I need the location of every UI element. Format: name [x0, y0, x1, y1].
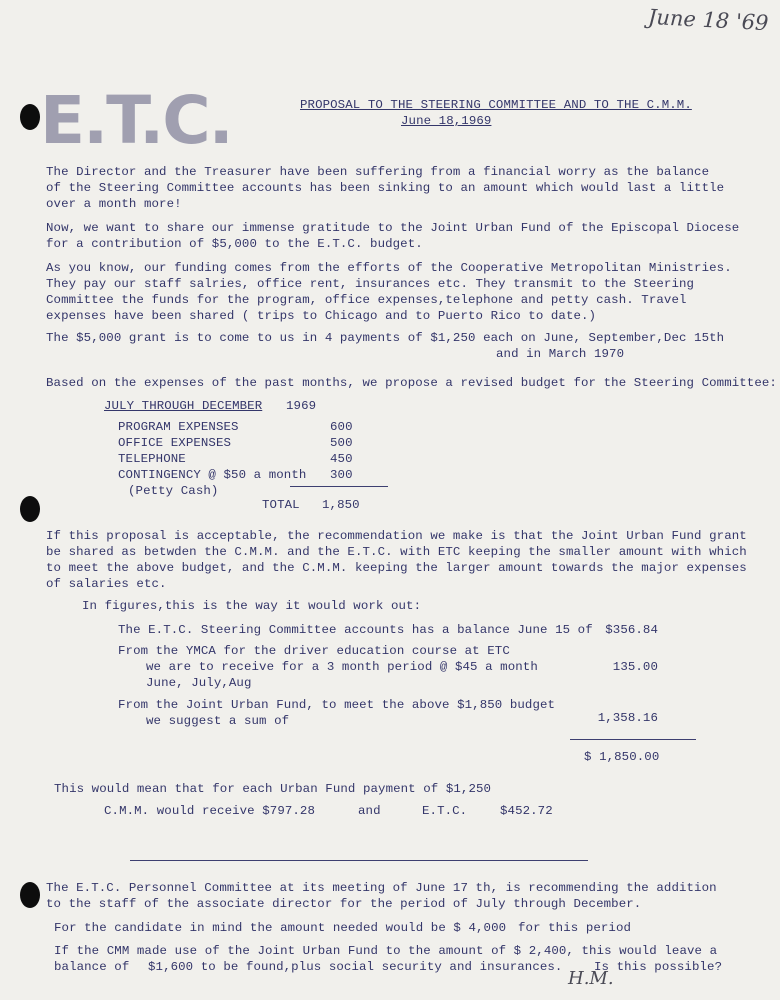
punch-hole	[20, 496, 40, 522]
budget-item-label: PROGRAM EXPENSES	[118, 420, 239, 434]
paragraph-line: The $5,000 grant is to come to us in 4 payments of $1,250 each on June, September,Dec 15th	[46, 331, 725, 345]
budget-contingency-note: (Petty Cash)	[128, 484, 219, 498]
paragraph-line: over a month more!	[46, 197, 182, 211]
budget-item-amount: 500	[330, 436, 353, 450]
paragraph-line: to meet the above budget, and the C.M.M. keeping the larger amount towards the major expenses	[46, 561, 747, 575]
paragraph-line: of the Steering Committee accounts has been sinking to an amount which would last a little	[46, 181, 725, 195]
figures-amount: 135.00	[612, 660, 658, 674]
figures-line: The E.T.C. Steering Committee accounts has a balance June 15 of	[118, 623, 593, 637]
paragraph-line: $1,600 to be found,plus social security and insurances.	[148, 960, 563, 974]
budget-item-amount: 450	[330, 452, 353, 466]
figures-amount: $356.84	[605, 623, 658, 637]
paragraph-line: As you know, our funding comes from the efforts of the Cooperative Metropolitan Ministries.	[46, 261, 732, 275]
paragraph-line: They pay our staff salries, office rent, insurances etc. They transmit to the Steering	[46, 277, 695, 291]
split-cmm: C.M.M. would receive $797.28	[104, 804, 315, 818]
budget-period: JULY THROUGH DECEMBER	[104, 399, 263, 413]
figures-amount: 1,358.16	[597, 711, 658, 725]
paragraph-line: Based on the expenses of the past months, we propose a revised budget for the Steering Committee:	[46, 376, 777, 390]
paragraph-line: to the staff of the associate director for the period of July through December.	[46, 897, 642, 911]
budget-total: 1,850	[322, 498, 360, 512]
paragraph-line: Committee the funds for the program, office expenses,telephone and petty cash. Travel	[46, 293, 687, 307]
punch-hole	[20, 104, 40, 130]
paragraph-line: balance of	[54, 960, 130, 974]
paragraph-line: Now, we want to share our immense gratitude to the Joint Urban Fund of the Episcopal Diocese	[46, 221, 740, 235]
figures-sum-rule	[570, 739, 696, 740]
budget-year: 1969	[286, 399, 317, 413]
figures-line: From the Joint Urban Fund, to meet the above $1,850 budget	[118, 698, 556, 712]
document-title: PROPOSAL TO THE STEERING COMMITTEE AND TO THE C.M.M.	[300, 98, 692, 112]
budget-item-label: CONTINGENCY @ $50 a month	[118, 468, 307, 482]
candidate-period: for this period	[518, 921, 632, 935]
paragraph-line: The Director and the Treasurer have been suffering from a financial worry as the balance	[46, 165, 710, 179]
figures-line: we suggest a sum of	[146, 714, 290, 728]
figures-total: $ 1,850.00	[584, 750, 660, 764]
paragraph-line: for a contribution of $5,000 to the E.T.C. budget.	[46, 237, 423, 251]
split-line: This would mean that for each Urban Fund payment of $1,250	[54, 782, 492, 796]
budget-sum-rule	[290, 486, 388, 487]
budget-item-label: TELEPHONE	[118, 452, 186, 466]
budget-item-label: OFFICE EXPENSES	[118, 436, 232, 450]
handwritten-initials: H.M.	[568, 968, 614, 989]
paragraph-line: If this proposal is acceptable, the recommendation we make is that the Joint Urban Fund grant	[46, 529, 747, 543]
document-date: June 18,1969	[401, 114, 492, 128]
figures-line: From the YMCA for the driver education course at ETC	[118, 644, 510, 658]
section-divider	[130, 860, 588, 861]
closing-question: Is this possible?	[594, 960, 723, 974]
paragraph-line: If the CMM made use of the Joint Urban Fund to the amount of $ 2,400, this would leave a	[54, 944, 718, 958]
figures-line: we are to receive for a 3 month period @ $45 a month	[146, 660, 538, 674]
paragraph-line: be shared as betwden the C.M.M. and the E.T.C. with ETC keeping the smaller amount with which	[46, 545, 747, 559]
split-etc-label: E.T.C.	[422, 804, 468, 818]
budget-item-amount: 600	[330, 420, 353, 434]
split-etc-amount: $452.72	[500, 804, 553, 818]
split-and: and	[358, 804, 381, 818]
punch-hole	[20, 882, 40, 908]
candidate-line: For the candidate in mind the amount needed would be $ 4,000	[54, 921, 507, 935]
etc-logo: E.T.C.	[40, 82, 232, 159]
figures-intro: In figures,this is the way it would work out:	[82, 599, 422, 613]
budget-item-amount: 300	[330, 468, 353, 482]
paragraph-line: and in March 1970	[496, 347, 625, 361]
handwritten-date: June 18 '69	[647, 4, 770, 36]
budget-total-label: TOTAL	[262, 498, 300, 512]
figures-line: June, July,Aug	[146, 676, 252, 690]
paragraph-line: expenses have been shared ( trips to Chicago and to Puerto Rico to date.)	[46, 309, 597, 323]
paragraph-line: of salaries etc.	[46, 577, 167, 591]
paragraph-line: The E.T.C. Personnel Committee at its meeting of June 17 th, is recommending the addition	[46, 881, 717, 895]
